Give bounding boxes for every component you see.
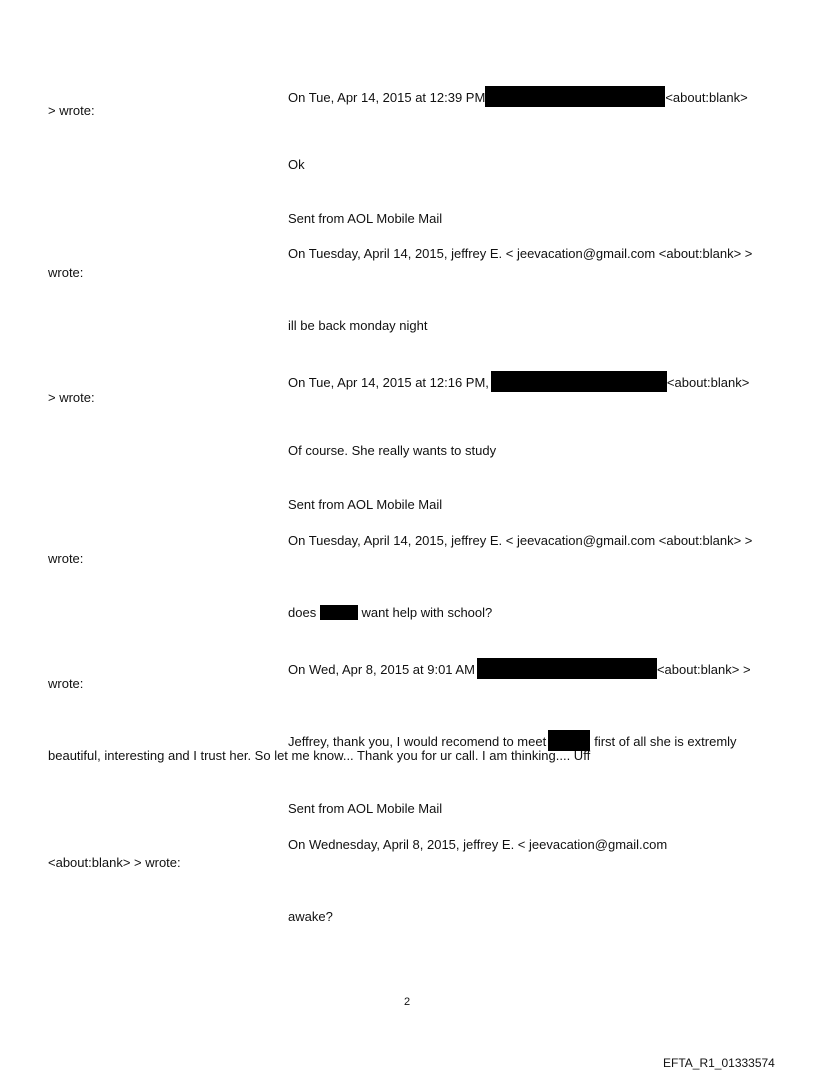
signature: Sent from AOL Mobile Mail: [288, 497, 443, 512]
message-body-wrap: beautiful, interesting and I trust her. So let me know... Thank you for ur call. I am thinking.... Uff: [48, 748, 591, 763]
message-text: Jeffrey, thank you, I would recomend to meet: [288, 734, 547, 749]
quote-header-line: On Wednesday, April 8, 2015, jeffrey E. < jeevacation@gmail.com: [288, 837, 668, 852]
quote-header-text: On Wed, Apr 8, 2015 at 9:01 AM: [288, 662, 475, 677]
quote-header-wrap: > wrote:: [48, 390, 95, 405]
redaction-box: [320, 605, 358, 620]
quote-header-text: On Tue, Apr 14, 2015 at 12:16 PM,: [288, 375, 489, 390]
quote-header-wrap: <about:blank> > wrote:: [48, 855, 181, 870]
quote-header-wrap: wrote:: [48, 265, 84, 280]
message-body: Of course. She really wants to study: [288, 443, 497, 458]
message-body: ill be back monday night: [288, 318, 428, 333]
quote-header-text: <about:blank>: [665, 90, 748, 105]
redaction-box: [477, 658, 657, 679]
quote-header-text: <about:blank>: [666, 375, 750, 390]
quote-header-wrap: > wrote:: [48, 103, 95, 118]
quote-header-wrap: wrote:: [48, 551, 84, 566]
quote-header-line: [288, 86, 748, 107]
message-body: awake?: [288, 909, 333, 924]
message-body: Ok: [288, 157, 305, 172]
message-body: [288, 605, 492, 621]
signature: Sent from AOL Mobile Mail: [288, 801, 443, 816]
quote-header-wrap: wrote:: [48, 676, 84, 691]
signature: Sent from AOL Mobile Mail: [288, 211, 443, 226]
quote-header-line: On Tuesday, April 14, 2015, jeffrey E. < jeevacation@gmail.com <about:blank> >: [288, 246, 753, 261]
redaction-box: [491, 371, 667, 392]
quote-header-text: <about:blank> >: [656, 662, 751, 677]
redaction-box: [485, 86, 665, 107]
bates-number: EFTA_R1_01333574: [663, 1056, 775, 1070]
message-text: does: [288, 605, 317, 620]
message-text: want help with school?: [361, 605, 493, 620]
quote-header-line: On Tuesday, April 14, 2015, jeffrey E. < jeevacation@gmail.com <about:blank> >: [288, 533, 753, 548]
quote-header-text: On Tue, Apr 14, 2015 at 12:39 PM: [288, 90, 486, 105]
quote-header-line: [288, 658, 751, 679]
quote-header-line: [288, 371, 749, 392]
page-number: 2: [404, 996, 411, 1008]
message-text: first of all she is extremly: [594, 734, 737, 749]
